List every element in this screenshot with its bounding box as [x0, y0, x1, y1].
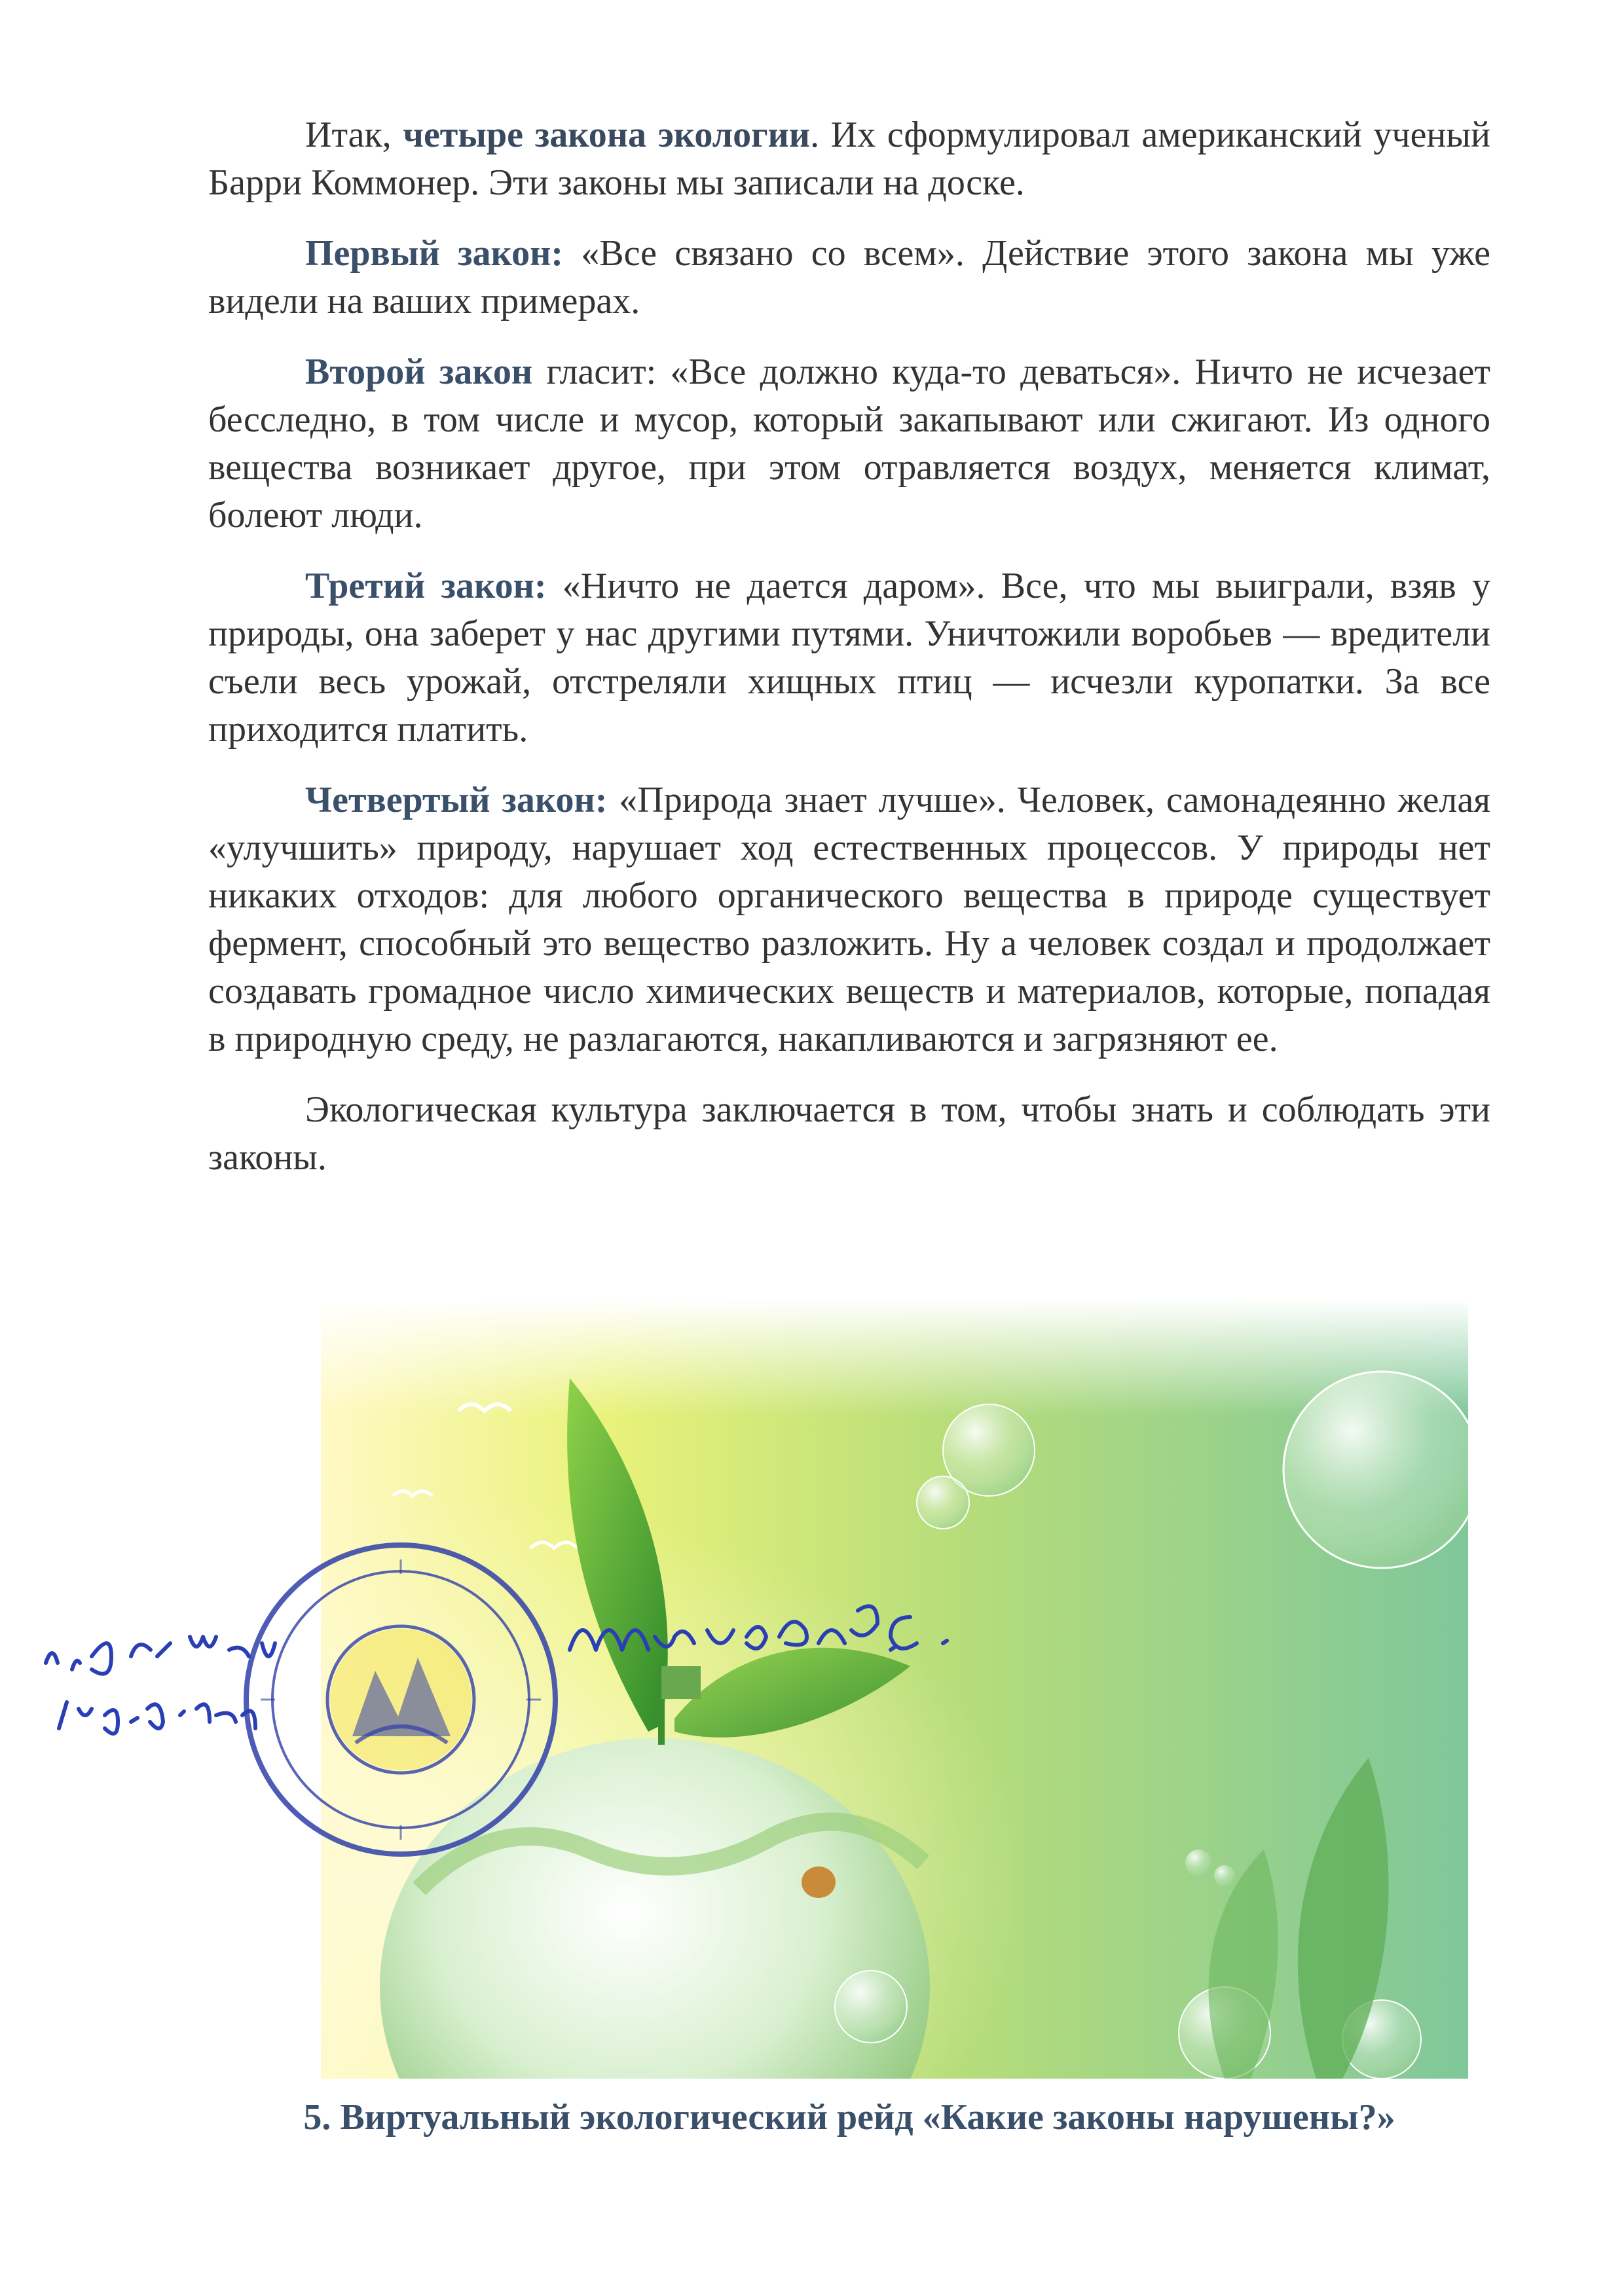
law-3-title: Третий закон:	[305, 566, 547, 606]
intro-lead: Итак,	[305, 115, 403, 155]
handwritten-signature	[33, 1558, 982, 1768]
section-heading: 5. Виртуальный экологический рейд «Какие законы нарушены?»	[303, 2097, 1395, 2138]
document-body	[208, 111, 1490, 1205]
law-3-text: «Ничто не дается даром». Все, что мы выиграли, взяв у природы, она заберет у нас другими путями. Уничтожили воробьев — вредители съели весь урожай, отстреляли хищных птиц — исчезли куропатки. За все приходится платить.	[208, 566, 1490, 750]
law-2-text: гласит: «Все должно куда-то деваться». Ничто не исчезает бесследно, в том числе и мусор, который закапывают или сжигают. Из одного вещества возникает другое, при этом отравляется воздух, меняется климат, болеют люди.	[208, 352, 1491, 536]
intro-rest: . Их сформулировал американский ученый Барри Коммонер. Эти законы мы записали на доске.	[208, 115, 1490, 203]
paragraph-conclusion	[208, 1086, 1490, 1182]
paragraph-law-1	[208, 230, 1490, 325]
law-1-text: «Все связано со всем». Действие этого закона мы уже видели на ваших примерах.	[208, 233, 1491, 321]
law-2-title: Второй закон	[305, 352, 533, 392]
paragraph-law-2	[208, 348, 1490, 539]
paragraph-law-3	[208, 562, 1490, 754]
paragraph-law-4	[208, 776, 1490, 1063]
director-signature	[33, 1558, 982, 1768]
law-4-title: Четвертый закон:	[305, 780, 608, 820]
law-1-title: Первый закон:	[305, 233, 563, 274]
intro-strong: четыре закона экологии	[403, 115, 811, 155]
conclusion-text: Экологическая культура заключается в том, чтобы знать и соблюдать эти законы.	[208, 1089, 1490, 1178]
law-4-text: «Природа знает лучше». Человек, самонадеянно желая «улучшить» природу, нарушает ход естественных процессов. У природы нет никаких отходов: для любого органического вещества в природе существует фермент, способный это вещество разложить. Ну а человек создал и продолжает создавать громадное число химических веществ и материалов, которые, попадая в природную среду, не разлагаются, накапливаются и загрязняют ее.	[208, 780, 1490, 1059]
paragraph-intro	[208, 111, 1490, 207]
